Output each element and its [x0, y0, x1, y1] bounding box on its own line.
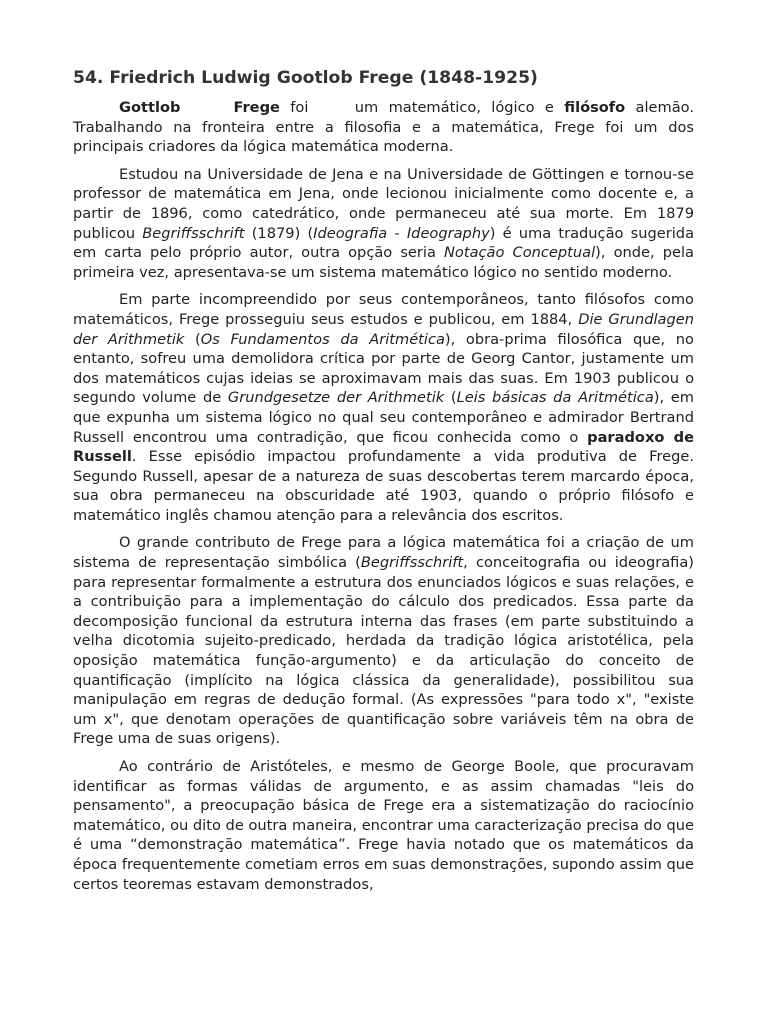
text-segment: (	[444, 389, 457, 407]
text-foi: foi	[279, 99, 319, 116]
name-gottlob: Gottlob	[119, 99, 181, 116]
page-title: 54. Friedrich Ludwig Gootlob Frege (1848-1925)	[73, 68, 538, 88]
text-segment: O grande contributo de Frege para a lógica matemática foi a criação de um sistema de representação simbólica (	[73, 534, 694, 572]
text-segment: ) é uma tradução sugerida em carta pelo próprio autor, outra opção seria	[73, 224, 695, 262]
paragraph-4	[73, 533, 694, 749]
italic-die-grundlagen: Die Grundlagen der Arithmetik	[73, 310, 694, 348]
text-segment: (	[184, 330, 201, 348]
italic-ideografia: Ideografia - Ideography	[313, 224, 490, 242]
text-segment: , conceitografia ou ideografia) para representar formalmente a estrutura dos enunciados lógicos e suas relações, e a contribuição para a implementação do cálculo dos predicados. Essa parte da decomposição funcional da estrutura interna das frases (em parte substituindo a velha dicotomia sujeito-predicado, herdada da tradição lógica aristotélica, pela oposição matemática função-argumento) e da articulação do conceito de quantificação (implícito na lógica clássica da generalidade), possibilitou sua manipulação em regras de dedução formal. (As expressões "para todo x", "existe um x", que denotam operações de quantificação sobre variáveis têm na obra de Frege uma de suas origens).	[73, 554, 695, 748]
italic-leis-basicas: Leis básicas da Aritmética	[456, 389, 654, 407]
bold-filosofo: filósofo	[564, 99, 626, 116]
bold-paradoxo-de-russell: paradoxo de Russell	[73, 428, 694, 466]
text-segment: um matemático, lógico e	[354, 99, 565, 116]
text-segment: ), em que expunha um sistema lógico no qual seu contemporâneo e admirador Bertrand Russell encontrou uma contradição, que ficou conhecida como o	[73, 389, 694, 446]
italic-notacao-conceptual: Notação Conceptual	[444, 244, 596, 262]
italic-begriffsschrift: Begriffsschrift	[360, 554, 464, 572]
name-frege: Frege	[233, 99, 280, 116]
document-page	[73, 66, 694, 902]
paragraph-1	[73, 98, 694, 157]
text-segment: Em parte incompreendido por seus contemporâneos, tanto filósofos como matemáticos, Frege prosseguiu seus estudos e publicou, em 1884,	[73, 291, 694, 328]
text-segment: Ao contrário de Aristóteles, e mesmo de George Boole, que procuravam identificar as formas válidas de argumento, e as assim chamadas "leis do pensamento", a preocupação básica de Frege era a sistematização do raciocínio matemático, ou dito de outra maneira, encontrar uma caracterização precisa do que é uma “demonstração matemática”. Frege havia notado que os matemáticos da época frequentemente cometiam erros em suas demonstrações, supondo assim que certos teoremas estavam demonstrados,	[73, 758, 694, 893]
text-segment: alemão. Trabalhando na fronteira entre a filosofia e a matemática, Frege foi um dos principais criadores da lógica matemática moderna.	[73, 99, 694, 156]
text-segment: (1879) (	[244, 224, 314, 242]
italic-begriffsschrift: Begriffsschrift	[142, 224, 245, 242]
paragraph-2	[73, 165, 694, 283]
italic-grundgesetze: Grundgesetze der Arithmetik	[227, 389, 445, 407]
text-segment: ), onde, pela primeira vez, apresentava-se um sistema matemático lógico no sentido moderno.	[73, 244, 694, 281]
italic-os-fundamentos: Os Fundamentos da Aritmética	[200, 330, 445, 348]
text-segment: . Esse episódio impactou profundamente a vida produtiva de Frege. Segundo Russell, apesar de a natureza de suas descobertas terem marcardo época, sua obra permaneceu na obscuridade até 1903, quando o próprio filósofo e matemático inglês chamou atenção para a relevância dos escritos.	[73, 448, 694, 524]
text-segment: ), obra-prima filosófica que, no entanto, sofreu uma demolidora crítica por parte de Georg Cantor, justamente um dos matemáticos cujas ideias se aproximavam mais das suas. Em 1903 publicou o segundo volume de	[73, 330, 694, 407]
paragraph-3	[73, 290, 694, 525]
paragraph-5	[73, 757, 694, 894]
text-segment: Estudou na Universidade de Jena e na Universidade de Göttingen e tornou-se professor de matemática em Jena, onde lecionou inicialmente como docente e, a partir de 1896, como catedrático, onde permaneceu até sua morte. Em 1879 publicou	[73, 165, 694, 242]
